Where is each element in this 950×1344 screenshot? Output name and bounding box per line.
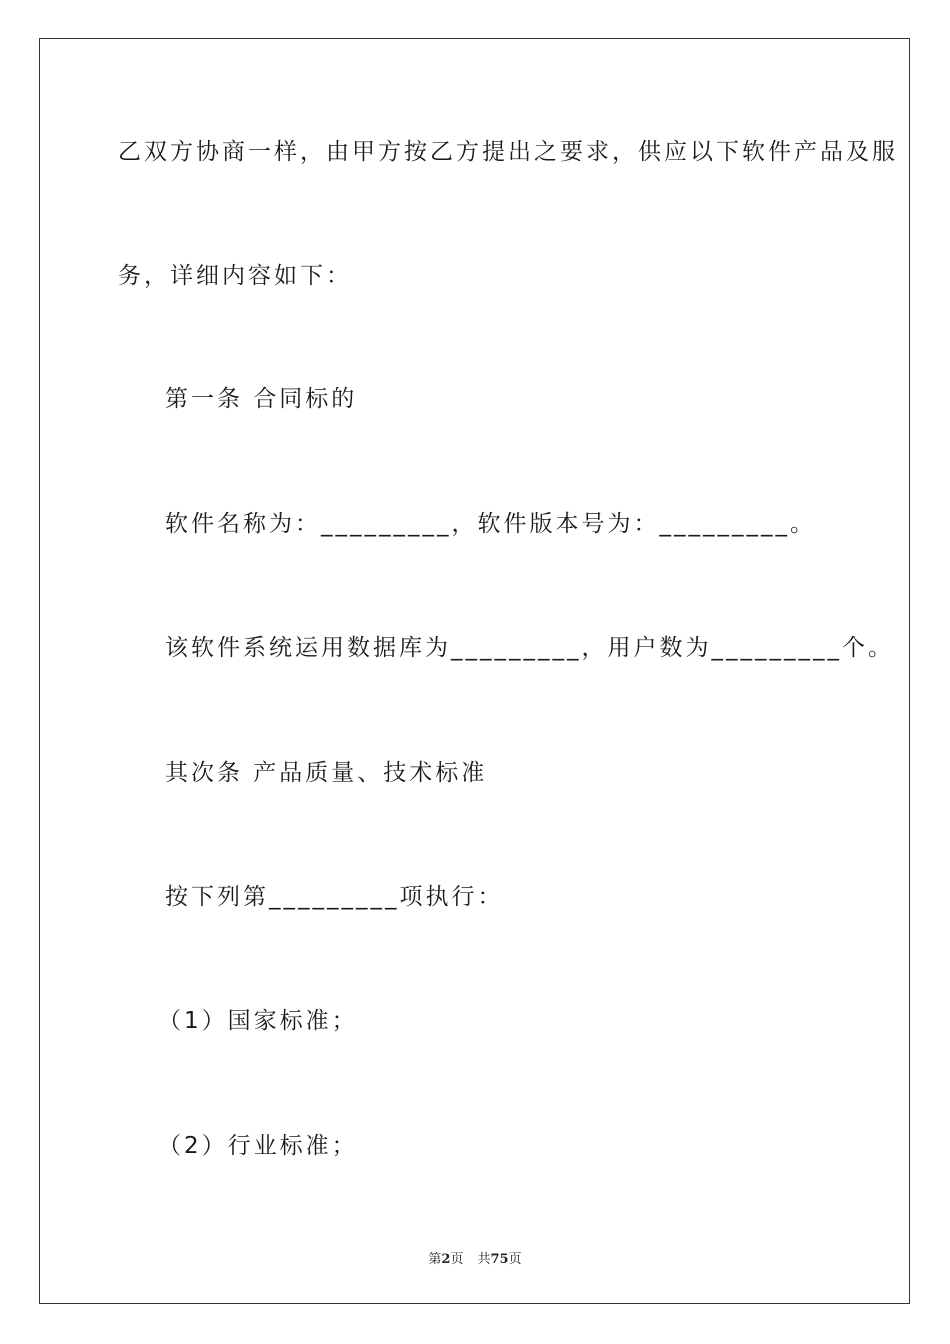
page-footer bbox=[0, 1248, 950, 1267]
paragraph-line: 按下列第_________项执行： bbox=[165, 884, 504, 910]
list-item: （1）国家标准； bbox=[158, 1008, 358, 1034]
footer-page-prefix: 第 bbox=[428, 1252, 442, 1267]
footer-total-suffix: 页 bbox=[508, 1252, 522, 1267]
list-item: （2）行业标准； bbox=[158, 1133, 358, 1159]
paragraph-line: 乙双方协商一样，由甲方按乙方提出之要求，供应以下软件产品及服 bbox=[118, 139, 898, 165]
footer-page-suffix: 页 bbox=[450, 1252, 464, 1267]
footer-total-pages: 75 bbox=[490, 1252, 509, 1267]
section-heading: 第一条 合同标的 bbox=[165, 386, 358, 412]
footer-page-number: 2 bbox=[441, 1252, 451, 1267]
paragraph-line: 务，详细内容如下： bbox=[118, 263, 352, 289]
section-heading: 其次条 产品质量、技术标准 bbox=[165, 760, 488, 786]
paragraph-line: 该软件系统运用数据库为_________，用户数为_________个。 bbox=[165, 635, 894, 661]
paragraph-line: 软件名称为：_________，软件版本号为：_________。 bbox=[165, 511, 816, 537]
page-border bbox=[39, 38, 910, 1304]
footer-total-prefix: 共 bbox=[477, 1252, 491, 1267]
